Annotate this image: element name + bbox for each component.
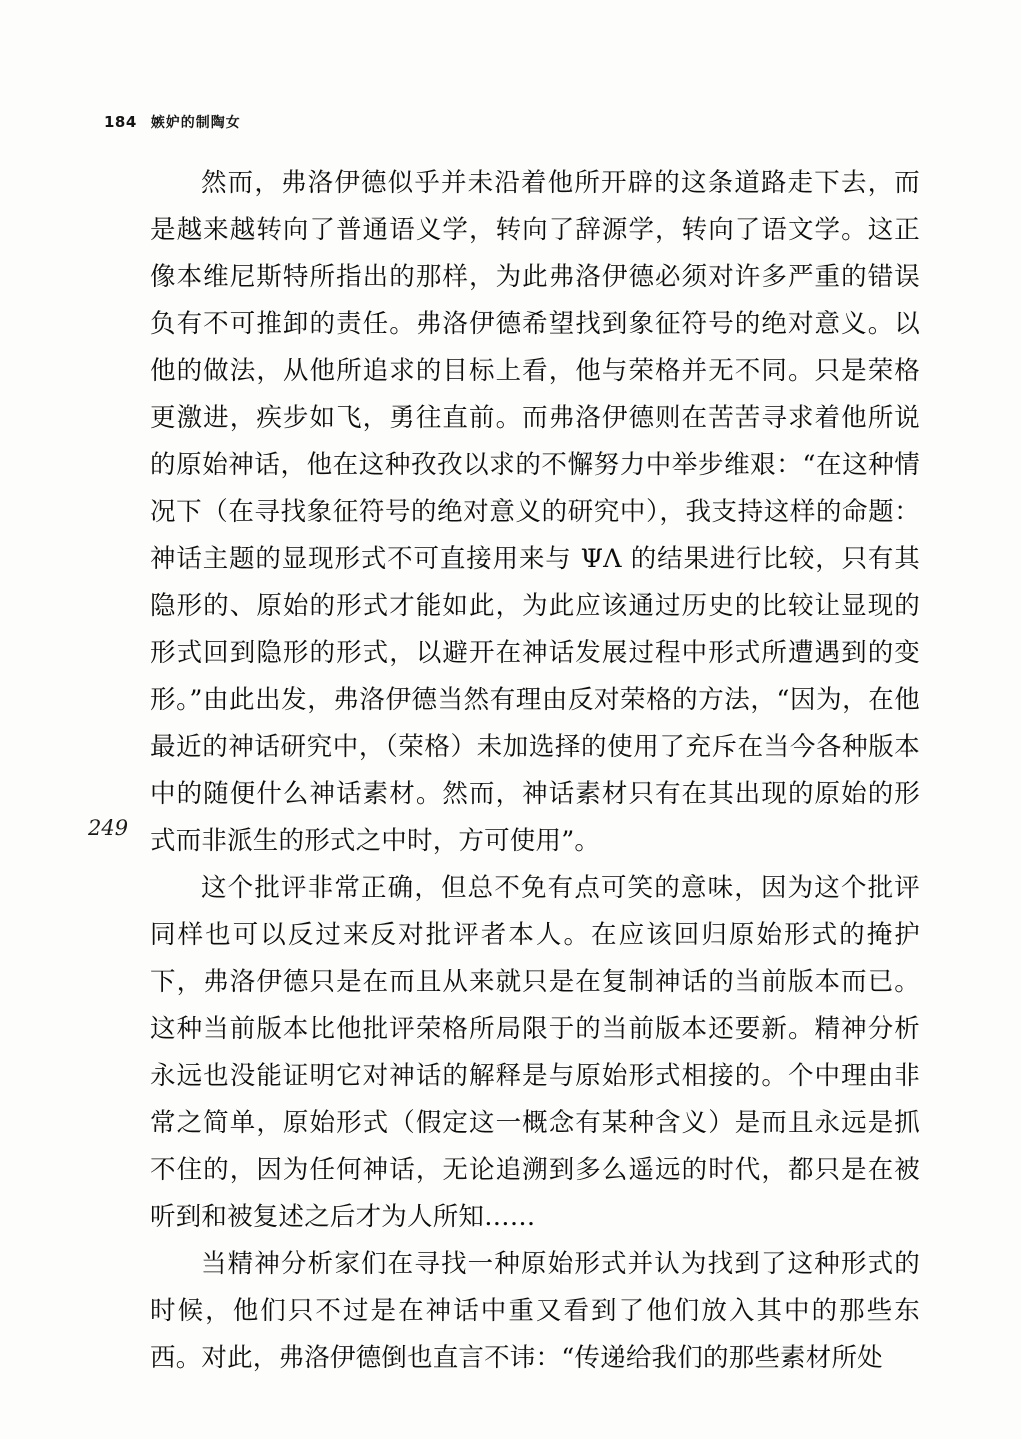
- page-header: [104, 112, 241, 132]
- body-text: [150, 160, 920, 1382]
- page-number: 184: [104, 113, 137, 131]
- running-title: 嫉妒的制陶女: [150, 115, 241, 131]
- paragraph-1: 然而，弗洛伊德似乎并未沿着他所开辟的这条道路走下去，而是越来越转向了普通语义学，转向了辞源学，转向了语文学。这正像本维尼斯特所指出的那样，为此弗洛伊德必须对许多严重的错误负有不可推卸的责任。弗洛伊德希望找到象征符号的绝对意义。以他的做法，从他所追求的目标上看，他与荣格并无不同。只是荣格更激进，疾步如飞，勇往直前。而弗洛伊德则在苦苦寻求着他所说的原始神话，他在这种孜孜以求的不懈努力中举步维艰：“在这种情况下（在寻找象征符号的绝对意义的研究中），我支持这样的命题：神话主题的显现形式不可直接用来与 ΨΛ 的结果进行比较，只有其隐形的、原始的形式才能如此，为此应该通过历史的比较让显现的形式回到隐形的形式，以避开在神话发展过程中形式所遭遇到的变形。”由此出发，弗洛伊德当然有理由反对荣格的方法，“因为，在他最近的神话研究中，（荣格）未加选择的使用了充斥在当今各种版本中的随便什么神话素材。然而，神话素材只有在其出现的原始的形式而非派生的形式之中时，方可使用”。: [150, 168, 920, 856]
- paragraph-3: 当精神分析家们在寻找一种原始形式并认为找到了这种形式的时候，他们只不过是在神话中重又看到了他们放入其中的那些东西。对此，弗洛伊德倒也直言不讳：“传递给我们的那些素材所处: [150, 1249, 920, 1373]
- paragraph-2: 这个批评非常正确，但总不免有点可笑的意味，因为这个批评同样也可以反过来反对批评者本人。在应该回归原始形式的掩护下，弗洛伊德只是在而且从来就只是在复制神话的当前版本而已。这种当前版本比他批评荣格所局限于的当前版本还要新。精神分析永远也没能证明它对神话的解释是与原始形式相接的。个中理由非常之简单，原始形式（假定这一概念有某种含义）是而且永远是抓不住的，因为任何神话，无论追溯到多么遥远的时代，都只是在被听到和被复述之后才为人所知……: [150, 873, 920, 1232]
- margin-page-reference: 249: [88, 816, 129, 840]
- paragraph-block: [150, 160, 920, 1382]
